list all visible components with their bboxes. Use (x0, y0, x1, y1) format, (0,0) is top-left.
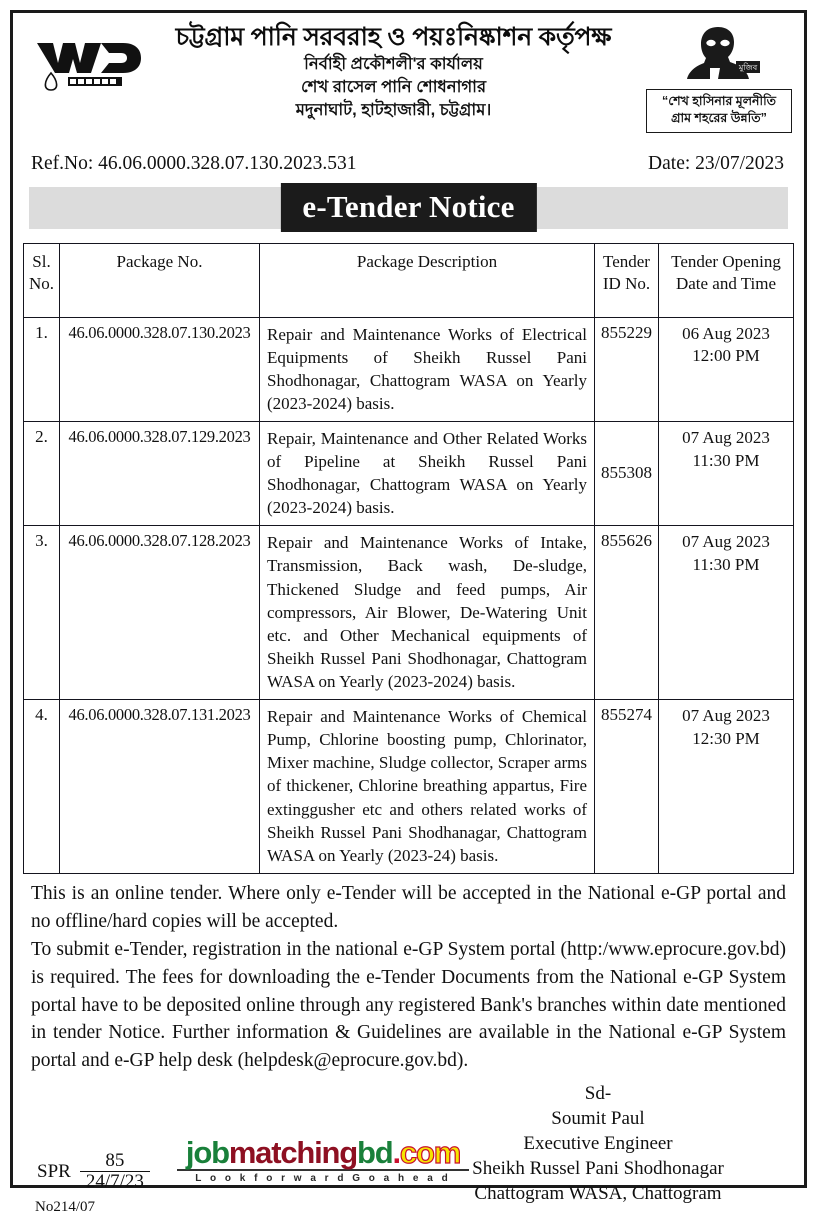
spr-label: SPR (37, 1160, 71, 1182)
spr-numerator: 85 (105, 1149, 125, 1171)
cell-opening (659, 526, 794, 700)
office-line-1: নির্বাহী প্রকৌশলী'র কার্যালয় (304, 54, 483, 73)
cell-opening (659, 421, 794, 525)
opening-time: 12:00 PM (692, 346, 760, 366)
column-header-sl-no (24, 244, 60, 318)
column-header-package-no: Package No. (60, 244, 260, 318)
watermark-wordmark (173, 1134, 473, 1170)
watermark-part-job: job (185, 1134, 229, 1170)
cell-tender-id: 855626 (595, 526, 659, 700)
column-header-tender-opening (659, 244, 794, 318)
spr-fraction (80, 1151, 150, 1193)
page-inner (13, 13, 804, 1215)
opening-date: 06 Aug 2023 (682, 323, 770, 343)
office-line-2: শেখ রাসেল পানি শোধনাগার (300, 77, 487, 96)
notice-paragraph-1: This is an online tender. Where only e-Tender will be accepted in the National e-GP portal and no offline/hard copies will be accepted. (31, 882, 786, 932)
signature-sd: Sd- (584, 1082, 612, 1104)
cell-sl-no: 2. (24, 421, 60, 525)
opening-time: 11:30 PM (692, 555, 760, 575)
opening-date: 07 Aug 2023 (682, 706, 770, 726)
opening-time: 12:30 PM (692, 728, 760, 748)
svg-text:মুজিব: মুজিব (738, 63, 758, 72)
signatory-organization: Chattogram WASA, Chattogram (474, 1183, 722, 1205)
spr-block (37, 1151, 150, 1193)
sl-no-line-2: No. (29, 273, 55, 293)
cell-package-no: 46.06.0000.328.07.130.2023 (60, 317, 260, 421)
watermark-part-bd: bd (357, 1134, 393, 1170)
cell-opening (659, 317, 794, 421)
document-date: Date: 23/07/2023 (648, 153, 784, 174)
slogan-line-1: “শেখ হাসিনার মূলনীতি (661, 94, 777, 108)
cell-tender-id: 855274 (595, 700, 659, 874)
table-row (24, 526, 794, 700)
signatory-office: Sheikh Russel Pani Shodhonagar (472, 1157, 724, 1179)
page-title: e-Tender Notice (280, 183, 536, 232)
opening-line-1: Tender Opening (671, 252, 781, 271)
office-line-3: মদুনাঘাট, হাটহাজারী, চট্টগ্রাম। (295, 101, 492, 120)
cell-package-no: 46.06.0000.328.07.128.2023 (60, 526, 260, 700)
table-row (24, 700, 794, 874)
spr-denominator: 24/7/23 (80, 1171, 150, 1193)
watermark-part-com: com (399, 1134, 461, 1170)
sl-no-line-1: Sl. (32, 252, 51, 271)
cell-sl-no: 3. (24, 526, 60, 700)
cell-description: Repair, Maintenance and Other Related Works of Pipeline at Sheikh Russel Pani Shodhonagar, Chattogram WASA on Yearly (2023-2024) basis. (260, 421, 595, 525)
table-row (24, 421, 794, 525)
cell-description: Repair and Maintenance Works of Intake, Transmission, Back wash, De-sludge, Thickened Sludge and feed pumps, Air compressors, Air Blower, De-Watering Unit etc. and Other Mechanical equipments of Sheikh Russel Pani Shodhonagar, Chattogram WASA on Yearly (2023-2024) basis. (260, 526, 595, 700)
cell-sl-no: 1. (24, 317, 60, 421)
bangabandhu-portrait-icon (674, 21, 764, 85)
cell-tender-id: 855229 (595, 317, 659, 421)
tender-table (23, 243, 794, 874)
title-banner (29, 187, 788, 229)
cell-tender-id: 855308 (595, 421, 659, 525)
wasa-logo-icon (31, 33, 149, 95)
organization-name: চট্টগ্রাম পানি সরবরাহ ও পয়ঃনিষ্কাশন কর্তৃপক্ষ (175, 23, 612, 51)
tender-id-line-1: Tender (603, 252, 650, 271)
table-row (24, 317, 794, 421)
watermark-tagline: L o o k f o r w a r d G o a h e a d (195, 1172, 451, 1184)
opening-date: 07 Aug 2023 (682, 532, 770, 552)
cell-sl-no: 4. (24, 700, 60, 874)
tender-id-line-2: ID No. (602, 273, 651, 293)
document-footer (23, 1075, 794, 1225)
header-right-block (646, 21, 792, 133)
opening-line-2: Date and Time (675, 273, 777, 293)
reference-line (23, 151, 794, 185)
notice-body (23, 874, 794, 1075)
cell-description: Repair and Maintenance Works of Electrical Equipments of Sheikh Russel Pani Shodhonagar, Chattogram WASA on Yearly (2023-2024) basis. (260, 317, 595, 421)
column-header-tender-id (595, 244, 659, 318)
signatory-name: Soumit Paul (551, 1107, 645, 1129)
notice-paragraph-2: To submit e-Tender, registration in the national e-GP System portal (http:/www.eprocure.gov.bd) is required. The fees for downloading the e-Tender Documents from the National e-GP System portal have to be deposited online through any registered Bank's branches within date mentioned in tender Notice. Further information & Guidelines are available in the National e-GP System portal and e-GP help desk (helpdesk@eprocure.gov.bd). (31, 939, 786, 1072)
slogan-line-2: গ্রাম শহরের উন্নতি” (671, 111, 767, 126)
opening-date: 07 Aug 2023 (682, 427, 770, 447)
header-titles (143, 23, 644, 123)
cell-package-no: 46.06.0000.328.07.131.2023 (60, 700, 260, 874)
signatory-designation: Executive Engineer (523, 1132, 673, 1154)
opening-time: 11:30 PM (692, 450, 760, 470)
cell-opening (659, 700, 794, 874)
document-header (23, 19, 794, 151)
reference-number: Ref.No: 46.06.0000.328.07.130.2023.531 (31, 153, 357, 174)
cell-description: Repair and Maintenance Works of Chemical Pump, Chlorine boosting pump, Chlorinator, Mixer machine, Sludge collector, Scraper arms of thickener, Chlorine breathing appartus, Fire extinggusher etc and others related works of Sheikh Russel Pani Shodhanagar, Chattogram WASA on Yearly (2023-24) basis. (260, 700, 595, 874)
jobmatchingbd-watermark (173, 1134, 473, 1184)
table-header-row (24, 244, 794, 318)
column-header-package-description: Package Description (260, 244, 595, 318)
cell-package-no: 46.06.0000.328.07.129.2023 (60, 421, 260, 525)
watermark-part-matching: matching (228, 1134, 358, 1170)
slogan-box (646, 89, 792, 133)
notice-page (10, 10, 807, 1215)
document-number: No214/07 (35, 1198, 95, 1215)
watermark-part-dot: . (392, 1134, 400, 1170)
